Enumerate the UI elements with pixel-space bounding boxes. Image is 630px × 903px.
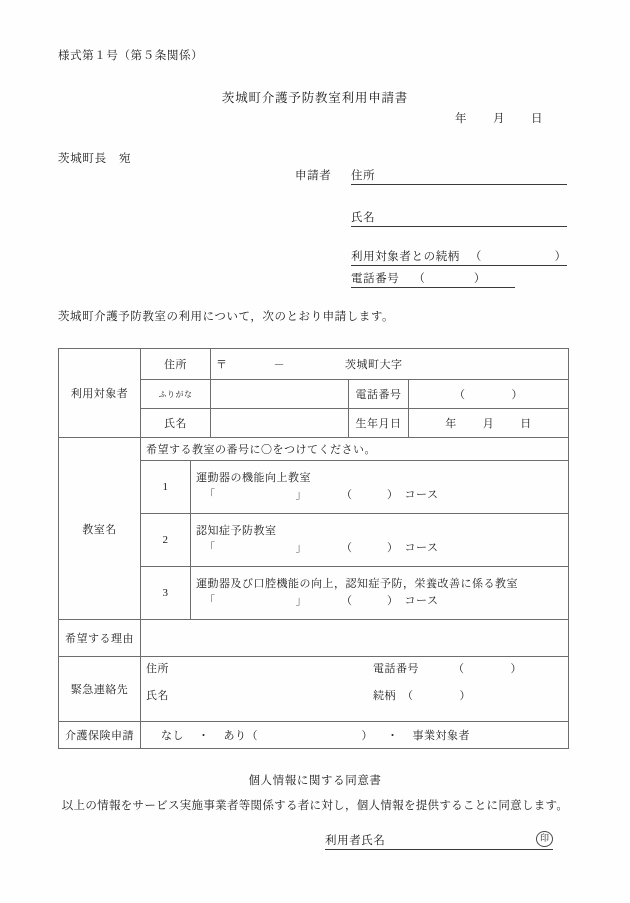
cell-target-address-value[interactable] — [211, 349, 569, 380]
application-table — [58, 348, 569, 749]
option-2-bracket-close: 」 — [295, 542, 307, 554]
emergency-name-label: 氏名 — [146, 690, 169, 702]
option-number-2[interactable]: 2 — [141, 514, 191, 567]
postal-mark: 〒 — [216, 359, 228, 371]
option-number-1[interactable]: 1 — [141, 461, 191, 514]
option-2-bracket-open: 「 — [204, 542, 216, 554]
table-row-target-address — [59, 349, 569, 380]
cell-target-name-label: 氏名 — [141, 409, 211, 438]
cell-classroom-label: 教室名 — [59, 438, 141, 620]
date-day-label: 日 — [531, 113, 543, 125]
consent-body: 以上の情報をサービス実施事業者等関係する者に対し，個人情報を提供することに同意します。 — [61, 800, 569, 812]
applicant-address-label: 住所 — [351, 170, 376, 182]
cell-target-phone-label: 電話番号 — [349, 380, 409, 409]
emergency-address-label: 住所 — [146, 663, 169, 675]
emergency-name-line[interactable] — [146, 675, 563, 710]
table-row-classroom-instruction — [59, 438, 569, 461]
date-month-label: 月 — [493, 113, 505, 125]
emergency-phone-paren[interactable]: （ ） — [453, 663, 522, 675]
cell-emergency-label: 緊急連絡先 — [59, 657, 141, 722]
cell-birth-value[interactable] — [409, 409, 569, 438]
emergency-address-line[interactable] — [146, 657, 563, 675]
form-number: 様式第１号（第５条関係） — [58, 50, 204, 62]
option-3-bracket-open: 「 — [204, 595, 216, 607]
table-row-reason — [59, 620, 569, 657]
applicant-label: 申請者 — [295, 170, 332, 182]
cell-target-name-value[interactable] — [211, 409, 349, 438]
cell-classroom-instruction: 希望する教室の番号に〇をつけてください。 — [141, 438, 569, 461]
option-3-bracket-close: 」 — [295, 595, 307, 607]
insurance-option-yes[interactable]: あり — [223, 730, 247, 742]
cell-furigana-value[interactable] — [211, 380, 349, 409]
intro-text: 茨城町介護予防教室の利用について，次のとおり申請します。 — [58, 311, 395, 323]
option-1-course-suffix: コース — [404, 489, 439, 501]
applicant-phone-paren: （ ） — [413, 273, 487, 285]
cell-insurance-label: 介護保険申請 — [59, 722, 141, 749]
applicant-phone-label: 電話番号 — [351, 273, 400, 285]
option-1-bracket-open: 「 — [204, 489, 216, 501]
cell-option-2[interactable] — [191, 514, 569, 567]
cell-furigana-label: ふりがな — [141, 380, 211, 409]
emergency-relation-paren[interactable]: （ ） — [402, 690, 471, 702]
table-row-insurance — [59, 722, 569, 749]
date-year-label: 年 — [455, 113, 467, 125]
applicant-name-field[interactable] — [351, 209, 567, 227]
option-3-course-suffix: コース — [404, 595, 439, 607]
option-2-course-suffix: コース — [404, 542, 439, 554]
address-prefill: 茨城町大字 — [345, 359, 403, 371]
applicant-address-field[interactable] — [351, 167, 567, 185]
cell-target-person-label: 利用対象者 — [59, 349, 141, 438]
date-line — [455, 110, 543, 126]
insurance-separator-2: ・ — [387, 730, 399, 742]
insurance-option-target[interactable]: 事業対象者 — [412, 730, 470, 742]
insurance-option-yes-paren[interactable]: （ ） — [246, 730, 373, 742]
option-2-course-paren[interactable]: （ ） — [341, 542, 399, 554]
consent-title: 個人情報に関する同意書 — [248, 775, 382, 787]
cell-emergency-value[interactable] — [141, 657, 569, 722]
addressee: 茨城町長 宛 — [58, 153, 132, 165]
page-title: 茨城町介護予防教室利用申請書 — [221, 91, 409, 105]
emergency-relation-label: 続柄 — [373, 690, 396, 702]
postal-dash: － — [273, 359, 285, 371]
option-2-title: 認知症予防教室 — [196, 524, 277, 537]
cell-reason-value[interactable] — [141, 620, 569, 657]
option-3-title: 運動器及び口腔機能の向上，認知症予防，栄養改善に係る教室 — [196, 577, 518, 590]
cell-birth-label: 生年月日 — [349, 409, 409, 438]
birth-year-label: 年 — [445, 418, 457, 430]
option-number-3[interactable]: 3 — [141, 567, 191, 620]
option-1-bracket-close: 」 — [295, 489, 307, 501]
cell-target-phone-value[interactable]: （ ） — [409, 380, 569, 409]
birth-day-label: 日 — [520, 418, 532, 430]
cell-option-1[interactable] — [191, 461, 569, 514]
applicant-relation-field[interactable] — [351, 248, 567, 266]
option-1-course-paren[interactable]: （ ） — [341, 489, 399, 501]
table-row-emergency — [59, 657, 569, 722]
option-1-title: 運動器の機能向上教室 — [196, 471, 311, 484]
option-3-course-paren[interactable]: （ ） — [341, 595, 399, 607]
user-signature-field[interactable] — [325, 831, 553, 850]
insurance-separator-1: ・ — [198, 730, 210, 742]
applicant-name-label: 氏名 — [351, 212, 376, 224]
cell-insurance-value[interactable] — [141, 722, 569, 749]
applicant-relation-paren: （ ） — [469, 251, 567, 263]
birth-month-label: 月 — [482, 418, 495, 430]
user-signature-label: 利用者氏名 — [325, 835, 386, 847]
emergency-phone-label: 電話番号 — [373, 663, 419, 675]
insurance-option-none[interactable]: なし — [161, 730, 184, 742]
cell-reason-label: 希望する理由 — [59, 620, 141, 657]
seal-icon: 印 — [536, 831, 553, 847]
cell-target-address-label: 住所 — [141, 349, 211, 380]
applicant-relation-label: 利用対象者との続柄 — [351, 251, 460, 263]
cell-option-3[interactable] — [191, 567, 569, 620]
applicant-phone-field[interactable] — [351, 270, 515, 288]
